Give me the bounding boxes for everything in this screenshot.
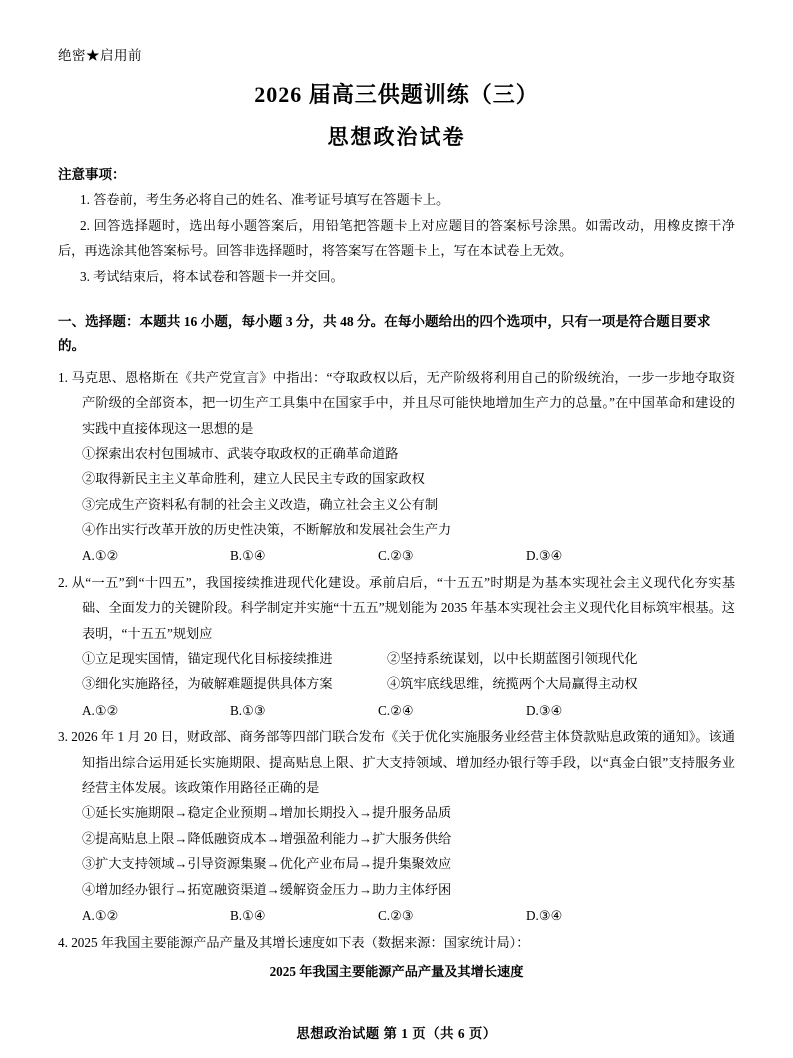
question-text: 从“一五”到“十四五”，我国接续推进现代化建设。承前启后，“十五五”时期是为基本实现社会主义现代化夯实基础、全面发力的关键阶段。科学制定并实施“十五五”规划能为 2035 年基本实现社会主义现代化目标筑牢根基。这表明，“十五五”规划应	[71, 575, 736, 641]
question-3	[58, 724, 735, 929]
question-text: 2026 年 1 月 20 日，财政部、商务部等四部门联合发布《关于优化实施服务业经营主体贷款贴息政策的通知》。该通知指出综合运用延长实施期限、提高贴息上限、扩大支持领域、增加经办银行等手段，以“真金白银”支持服务业经营主体发展。该政策作用路径正确的是	[71, 729, 735, 796]
question-stem	[58, 724, 735, 800]
question-4	[58, 930, 735, 980]
answer-choices	[58, 902, 735, 930]
notice-item: 2. 回答选择题时，选出每小题答案后，用铅笔把答题卡上对应题目的答案标号涂黑。如需改动，用橡皮擦干净后，再选涂其他答案标号。回答非选择题时，将答案写在答题卡上，写在本试卷上无效。	[58, 217, 735, 259]
table-caption: 2025 年我国主要能源产品产量及其增长速度	[269, 963, 524, 979]
question-option: ①延长实施期限→稳定企业预期→增加长期投入→提升服务品质	[82, 805, 452, 821]
question-option: ①探索出农村包围城市、武装夺取政权的正确革命道路	[82, 445, 399, 461]
question-number: 1.	[58, 369, 68, 385]
question-option: ②取得新民主主义革命胜利，建立人民民主专政的国家政权	[82, 471, 425, 487]
question-option: ②提高贴息上限→降低融资成本→增强盈利能力→扩大服务供给	[82, 830, 452, 846]
secret-mark: 绝密★启用前	[58, 48, 142, 63]
question-option: ②坚持系统谋划，以中长期蓝图引领现代化	[387, 651, 638, 667]
question-option-row	[58, 671, 735, 696]
answer-choice-d[interactable]: D.③④	[526, 907, 563, 923]
question-1	[58, 365, 735, 570]
question-option: ④增加经办银行→拓宽融资渠道→缓解资金压力→助力主体纾困	[82, 881, 452, 897]
question-number: 3.	[58, 729, 68, 745]
question-text: 马克思、恩格斯在《共产党宣言》中指出：“夺取政权以后，无产阶级将利用自己的阶级统治，一步一步地夺取资产阶级的全部资本，把一切生产工具集中在国家手中，并且尽可能快地增加生产力的总量。”在中国革命和建设的实践中直接体现这一思想的是	[71, 369, 736, 436]
question-option: ③扩大支持领域→引导资源集聚→优化产业布局→提升集聚效应	[82, 856, 452, 872]
question-option: ③细化实施路径，为破解难题提供具体方案	[82, 676, 333, 692]
question-2	[58, 570, 735, 724]
question-text: 2025 年我国主要能源产品产量及其增长速度如下表（数据来源：国家统计局）：	[71, 934, 530, 950]
question-option: ③完成生产资料私有制的社会主义改造，确立社会主义公有制	[82, 496, 439, 512]
answer-choice-c[interactable]: C.②③	[378, 907, 414, 923]
answer-choice-c[interactable]: C.②④	[378, 702, 414, 718]
question-stem	[58, 930, 735, 955]
answer-choice-d[interactable]: D.③④	[526, 548, 563, 564]
page-title: 2026 届高三供题训练（三）	[254, 82, 539, 107]
page-footer: 思想政治试题 第 1 页（共 6 页）	[296, 1026, 497, 1041]
question-stem	[58, 570, 735, 646]
answer-choice-b[interactable]: B.①③	[230, 702, 266, 718]
question-option: ④筑牢底线思维，统揽两个大局赢得主动权	[387, 676, 638, 692]
answer-choice-b[interactable]: B.①④	[230, 548, 266, 564]
question-stem	[58, 365, 735, 441]
answer-choice-c[interactable]: C.②③	[378, 548, 414, 564]
answer-choices	[58, 697, 735, 725]
question-number: 2.	[58, 575, 68, 590]
answer-choice-a[interactable]: A.①②	[82, 702, 119, 718]
notice-heading: 注意事项：	[58, 167, 126, 182]
answer-choice-a[interactable]: A.①②	[82, 907, 119, 923]
answer-choice-d[interactable]: D.③④	[526, 702, 563, 718]
question-number: 4.	[58, 934, 68, 950]
notice-item: 1. 答卷前，考生务必将自己的姓名、准考证号填写在答题卡上。	[80, 192, 450, 207]
notice-item: 3. 考试结束后，将本试卷和答题卡一并交回。	[80, 269, 344, 285]
question-option: ④作出实行改革开放的历史性决策，不断解放和发展社会生产力	[82, 521, 452, 537]
question-option: ①立足现实国情，锚定现代化目标接续推进	[82, 651, 333, 667]
question-option-row	[58, 646, 735, 671]
answer-choice-b[interactable]: B.①④	[230, 907, 266, 923]
subject-title: 思想政治试卷	[327, 125, 466, 149]
answer-choice-a[interactable]: A.①②	[82, 548, 119, 564]
answer-choices	[58, 542, 735, 570]
section-heading: 一、选择题：本题共 16 小题，每小题 3 分，共 48 分。在每小题给出的四个选项中，只有一项是符合题目要求的。	[58, 313, 711, 354]
